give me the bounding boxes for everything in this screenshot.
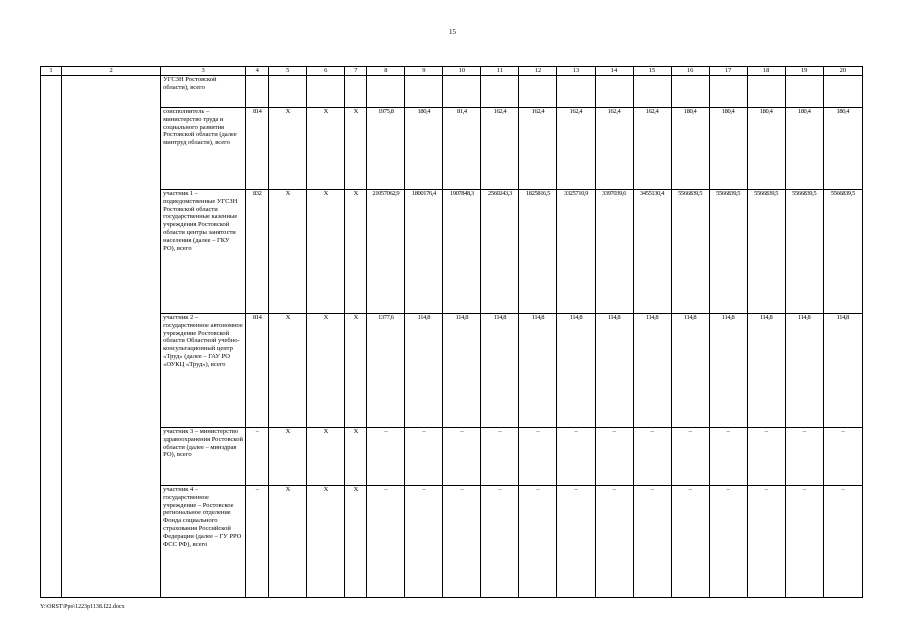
table-cell: 2560243,3 <box>481 190 519 314</box>
table-cell: – <box>747 486 785 598</box>
table-cell: – <box>595 486 633 598</box>
table-cell: X <box>269 314 307 428</box>
table-cell: 5566839,5 <box>671 190 709 314</box>
table-cell: 1377,6 <box>367 314 405 428</box>
table-cell: 1825816,5 <box>519 190 557 314</box>
table-cell: 180,4 <box>823 108 862 190</box>
table-cell: – <box>443 428 481 486</box>
table-cell: – <box>443 486 481 598</box>
column-header: 10 <box>443 67 481 76</box>
table-cell: 5566839,5 <box>785 190 823 314</box>
table-cell: 114,8 <box>785 314 823 428</box>
table-row <box>41 190 863 314</box>
table-cell: – <box>823 428 862 486</box>
table-cell: 81,4 <box>443 108 481 190</box>
table-cell: 832 <box>246 190 269 314</box>
row-description: участник 2 – государственное автономное учреждение Ростовской области Областной учебно-консультационный центр «Труд» (далее – ГАУ РО «ОУКЦ «Труд»), всего <box>161 314 246 428</box>
merged-cell-col2 <box>62 76 161 598</box>
table-cell: – <box>557 428 595 486</box>
column-header: 6 <box>307 67 345 76</box>
table-cell: X <box>307 428 345 486</box>
table-cell: – <box>481 486 519 598</box>
table-cell: 180,4 <box>747 108 785 190</box>
row-description: участник 3 – министерство здравоохранения Ростовской области (далее – минздрав РО), всего <box>161 428 246 486</box>
table-cell: – <box>519 428 557 486</box>
table-cell: 162,4 <box>557 108 595 190</box>
column-header: 16 <box>671 67 709 76</box>
table-cell: – <box>405 428 443 486</box>
column-header-row <box>41 67 863 76</box>
column-header: 8 <box>367 67 405 76</box>
file-path-footer: Y:\ORST\Ppo\1223p1138.f22.docx <box>40 604 125 610</box>
table-cell <box>443 76 481 108</box>
table-cell: – <box>823 486 862 598</box>
table-row <box>41 486 863 598</box>
table-cell <box>671 76 709 108</box>
table-cell: 3455130,4 <box>633 190 671 314</box>
column-header: 4 <box>246 67 269 76</box>
table-cell: 114,8 <box>709 314 747 428</box>
table-cell: 180,4 <box>785 108 823 190</box>
table-cell: 114,8 <box>595 314 633 428</box>
row-description: УГСЗН Ростовской области), всего <box>161 76 246 108</box>
column-header: 2 <box>62 67 161 76</box>
table-cell <box>519 76 557 108</box>
table-cell <box>633 76 671 108</box>
merged-cell-col1 <box>41 76 62 598</box>
table-cell: – <box>785 428 823 486</box>
table-cell: X <box>307 486 345 598</box>
column-header: 11 <box>481 67 519 76</box>
table-cell: 114,8 <box>443 314 481 428</box>
table-cell: 114,8 <box>481 314 519 428</box>
table-cell: 114,8 <box>405 314 443 428</box>
table-row <box>41 108 863 190</box>
table-cell: 814 <box>246 108 269 190</box>
table-cell: 3397039,6 <box>595 190 633 314</box>
column-header: 5 <box>269 67 307 76</box>
table-cell: – <box>367 486 405 598</box>
table-cell: – <box>246 428 269 486</box>
table-cell: X <box>269 486 307 598</box>
table-cell: – <box>633 486 671 598</box>
table-cell <box>367 76 405 108</box>
table-cell: 3325710,9 <box>557 190 595 314</box>
table-cell: X <box>269 190 307 314</box>
table-cell: 1907848,3 <box>443 190 481 314</box>
table-cell: 162,4 <box>519 108 557 190</box>
table-cell: 114,8 <box>557 314 595 428</box>
table-cell: 114,8 <box>671 314 709 428</box>
table-cell: 114,8 <box>747 314 785 428</box>
table-cell: X <box>345 314 367 428</box>
table-row <box>41 76 863 108</box>
table-cell: – <box>785 486 823 598</box>
table-cell: – <box>671 486 709 598</box>
table-cell <box>481 76 519 108</box>
table-cell <box>269 76 307 108</box>
table-cell: 162,4 <box>595 108 633 190</box>
table-cell: – <box>595 428 633 486</box>
column-header: 7 <box>345 67 367 76</box>
table-cell: 1975,8 <box>367 108 405 190</box>
table-cell <box>557 76 595 108</box>
column-header: 14 <box>595 67 633 76</box>
row-description: участник 4 – государственное учреждение – Ростовское региональное отделение Фонда социального страхования Российской Федерации (далее – ГУ РРО ФСС РФ), всего <box>161 486 246 598</box>
table-cell: X <box>269 428 307 486</box>
table-cell: X <box>345 486 367 598</box>
table-cell: X <box>345 428 367 486</box>
table-cell: – <box>709 486 747 598</box>
column-header: 20 <box>823 67 862 76</box>
table-cell: – <box>709 428 747 486</box>
table-cell <box>595 76 633 108</box>
table-cell <box>345 76 367 108</box>
table-cell: X <box>345 108 367 190</box>
table-cell: 5566839,5 <box>747 190 785 314</box>
table-cell <box>307 76 345 108</box>
budget-table <box>40 66 863 598</box>
table-cell: X <box>307 314 345 428</box>
table-cell: – <box>481 428 519 486</box>
column-header: 13 <box>557 67 595 76</box>
table-cell <box>823 76 862 108</box>
table-cell: – <box>747 428 785 486</box>
column-header: 1 <box>41 67 62 76</box>
row-description: соисполнитель – министерство труда и социального развития Ростовской области (далее минтруд области), всего <box>161 108 246 190</box>
table-cell: 180,4 <box>709 108 747 190</box>
table-cell: – <box>367 428 405 486</box>
table-cell: 162,4 <box>633 108 671 190</box>
column-header: 19 <box>785 67 823 76</box>
table-cell: 5566839,5 <box>823 190 862 314</box>
table-cell <box>405 76 443 108</box>
table-cell: – <box>246 486 269 598</box>
table-cell: 114,8 <box>633 314 671 428</box>
page-number: 15 <box>449 28 456 36</box>
table-cell: 21057062,9 <box>367 190 405 314</box>
column-header: 18 <box>747 67 785 76</box>
table-cell: X <box>307 108 345 190</box>
table-cell: 814 <box>246 314 269 428</box>
table-cell: 114,8 <box>519 314 557 428</box>
table-cell: – <box>671 428 709 486</box>
table-cell: – <box>519 486 557 598</box>
table-cell <box>246 76 269 108</box>
table-cell: 5566839,5 <box>709 190 747 314</box>
table-cell <box>747 76 785 108</box>
column-header: 15 <box>633 67 671 76</box>
row-description: участник 1 – подведомственные УГСЗН Ростовской области государственные казенные учреждения Ростовской области центры занятости населения (далее – ГКУ РО), всего <box>161 190 246 314</box>
table-row <box>41 428 863 486</box>
column-header: 12 <box>519 67 557 76</box>
table-cell: 180,4 <box>671 108 709 190</box>
table-row <box>41 314 863 428</box>
table-cell <box>709 76 747 108</box>
table-cell: X <box>269 108 307 190</box>
column-header: 17 <box>709 67 747 76</box>
column-header: 9 <box>405 67 443 76</box>
table-cell: – <box>557 486 595 598</box>
column-header: 3 <box>161 67 246 76</box>
table-cell: 1800176,4 <box>405 190 443 314</box>
table-cell: X <box>345 190 367 314</box>
table-cell: X <box>307 190 345 314</box>
table-cell: – <box>405 486 443 598</box>
table-cell: – <box>633 428 671 486</box>
table-cell: 180,4 <box>405 108 443 190</box>
table-cell <box>785 76 823 108</box>
table-cell: 114,8 <box>823 314 862 428</box>
table-cell: 162,4 <box>481 108 519 190</box>
